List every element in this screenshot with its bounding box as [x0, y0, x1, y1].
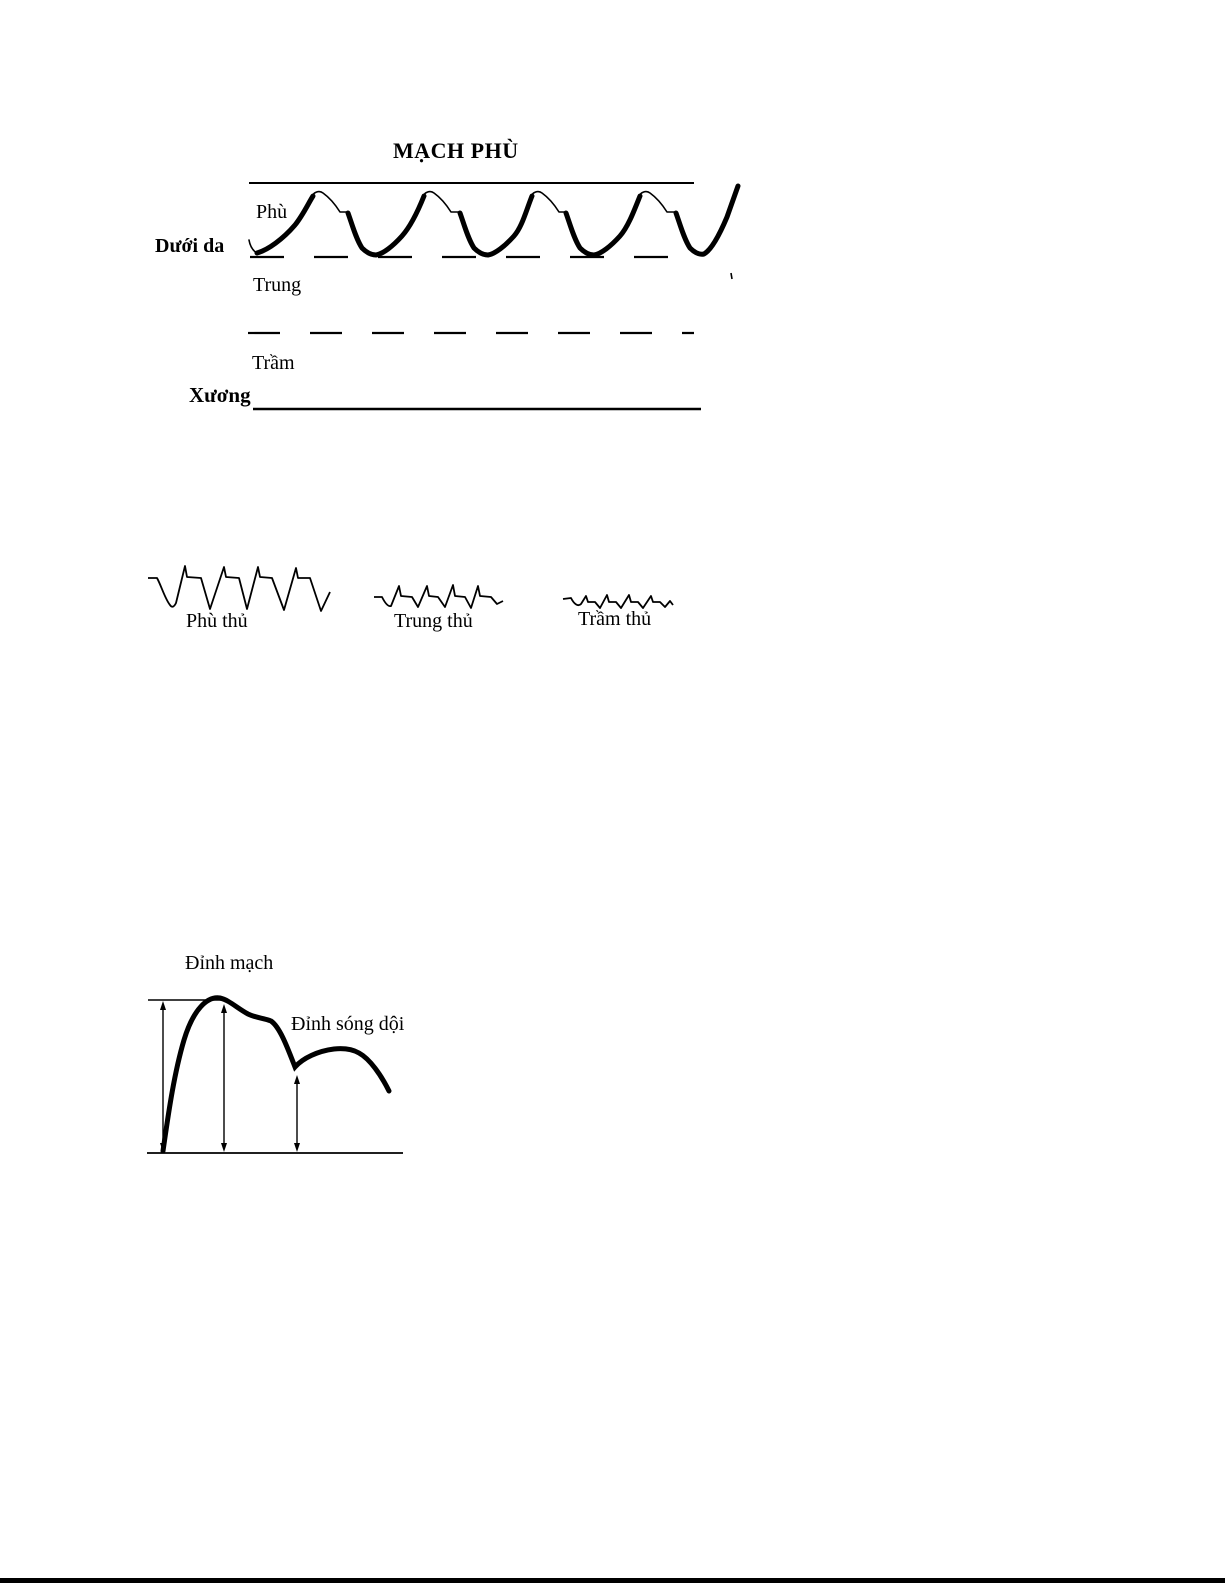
label-phu: Phù	[256, 201, 288, 223]
label-tram: Trầm	[252, 352, 295, 374]
trung-thu-waveform	[374, 585, 503, 608]
floating-pulse-wave-thick	[257, 186, 738, 255]
label-phu-thu: Phù thủ	[186, 610, 248, 632]
measure-arrow-notch	[294, 1075, 300, 1152]
label-tram-thu: Trầm thủ	[578, 608, 652, 630]
label-trung-thu: Trung thủ	[394, 610, 473, 632]
measure-arrow-peak	[221, 1004, 227, 1152]
phu-thu-waveform	[148, 566, 330, 611]
page-bottom-rule	[0, 1578, 1225, 1583]
label-dinh-mach: Đỉnh mạch	[185, 952, 274, 974]
stray-mark	[731, 273, 732, 279]
label-trung: Trung	[253, 274, 302, 296]
tram-thu-waveform	[563, 595, 673, 608]
figure1-title: MẠCH PHÙ	[393, 138, 519, 163]
label-duoi-da: Dưới da	[155, 235, 225, 257]
label-xuong: Xương	[189, 383, 251, 407]
label-dinh-song-doi: Đỉnh sóng dội	[291, 1013, 405, 1035]
